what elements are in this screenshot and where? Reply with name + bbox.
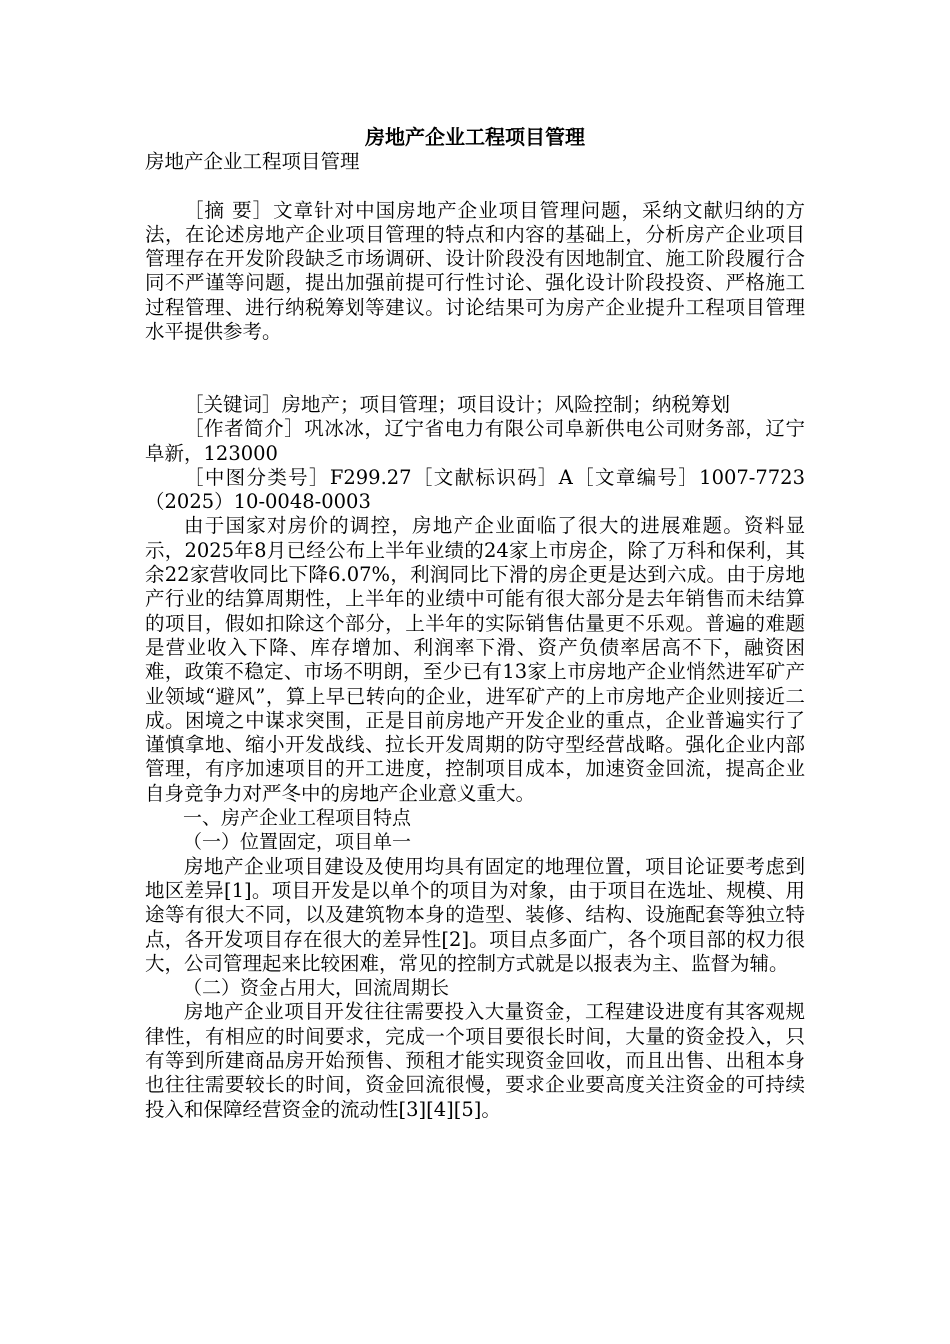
subsection-heading: （一）位置固定，项目单一 <box>183 831 412 854</box>
blank-line <box>145 369 805 393</box>
section-heading: 一、房产企业工程项目特点 <box>183 807 412 830</box>
document-title: 房地产企业工程项目管理 <box>365 125 585 149</box>
blank-line <box>145 174 805 198</box>
subsection-paragraph: 房地产企业项目开发往往需要投入大量资金，工程建设进度有其客观规律性，有相应的时间要求，完成一个项目要很长时间，大量的资金投入，只有等到所建商品房开始预售、预租才能实现资金回收，而且出售、出租本身也往往需要较长的时间，资金回流很慢，要求企业要高度关注资金的可持续投入和保障经营资金的流动性[3][4][5]。 <box>145 1000 805 1121</box>
document-body <box>145 150 805 1122</box>
abstract-paragraph: ［摘 要］文章针对中国房地产企业项目管理问题，采纳文献归纳的方法，在论述房地产企业项目管理的特点和内容的基础上，分析房产企业项目管理存在开发阶段缺乏市场调研、设计阶段没有因地制宜、施工阶段履行合同不严谨等问题，提出加强前提可行性讨论、强化设计阶段投资、严格施工过程管理、进行纳税筹划等建议。讨论结果可为房产企业提升工程项目管理水平提供参考。 <box>145 198 805 344</box>
keywords-line: ［关键词］房地产；项目管理；项目设计；风险控制；纳税筹划 <box>184 392 731 416</box>
document-subtitle: 房地产企业工程项目管理 <box>145 150 360 173</box>
intro-paragraph: 由于国家对房价的调控，房地产企业面临了很大的进展难题。资料显示，2025年8月已经公布上半年业绩的24家上市房企，除了万科和保利，其余22家营收同比下降6.07%，利润同比下滑的房企更是达到六成。由于房地产行业的结算周期性，上半年的业绩中可能有很大部分是去年销售而未结算的项目，假如扣除这个部分，上半年的实际销售估量更不乐观。普遍的难题是营业收入下降、库存增加、利润率下滑、资产负债率居高不下，融资困难，政策不稳定、市场不明朗，至少已有13家上市房地产企业悄然进军矿产业领域“避风”，算上早已转向的企业，进军矿产的上市房地产企业则接近二成。困境之中谋求突围，正是目前房地产开发企业的重点，企业普遍实行了谨慎拿地、缩小开发战线、拉长开发周期的防守型经营战略。强化企业内部管理，有序加速项目的开工进度，控制项目成本，加速资金回流，提高企业自身竞争力对严冬中的房地产企业意义重大。 <box>145 514 805 805</box>
subsection-paragraph: 房地产企业项目建设及使用均具有固定的地理位置，项目论证要考虑到地区差异[1]。项目开发是以单个的项目为对象，由于项目在选址、规模、用途等有很大不同，以及建筑物本身的造型、装修、结构、设施配套等独立特点，各开发项目存在很大的差异性[2]。项目点多面广，各个项目部的权力很大，公司管理起来比较困难，常见的控制方式就是以报表为主、监督为辅。 <box>145 854 805 975</box>
classification-info: ［中图分类号］F299.27［文献标识码］A［文章编号］1007-7723（2025）10-0048-0003 <box>145 465 805 514</box>
subsection-heading: （二）资金占用大，回流周期长 <box>183 977 450 1000</box>
author-info: ［作者简介］巩冰冰，辽宁省电力有限公司阜新供电公司财务部，辽宁 阜新，123000 <box>145 417 805 465</box>
